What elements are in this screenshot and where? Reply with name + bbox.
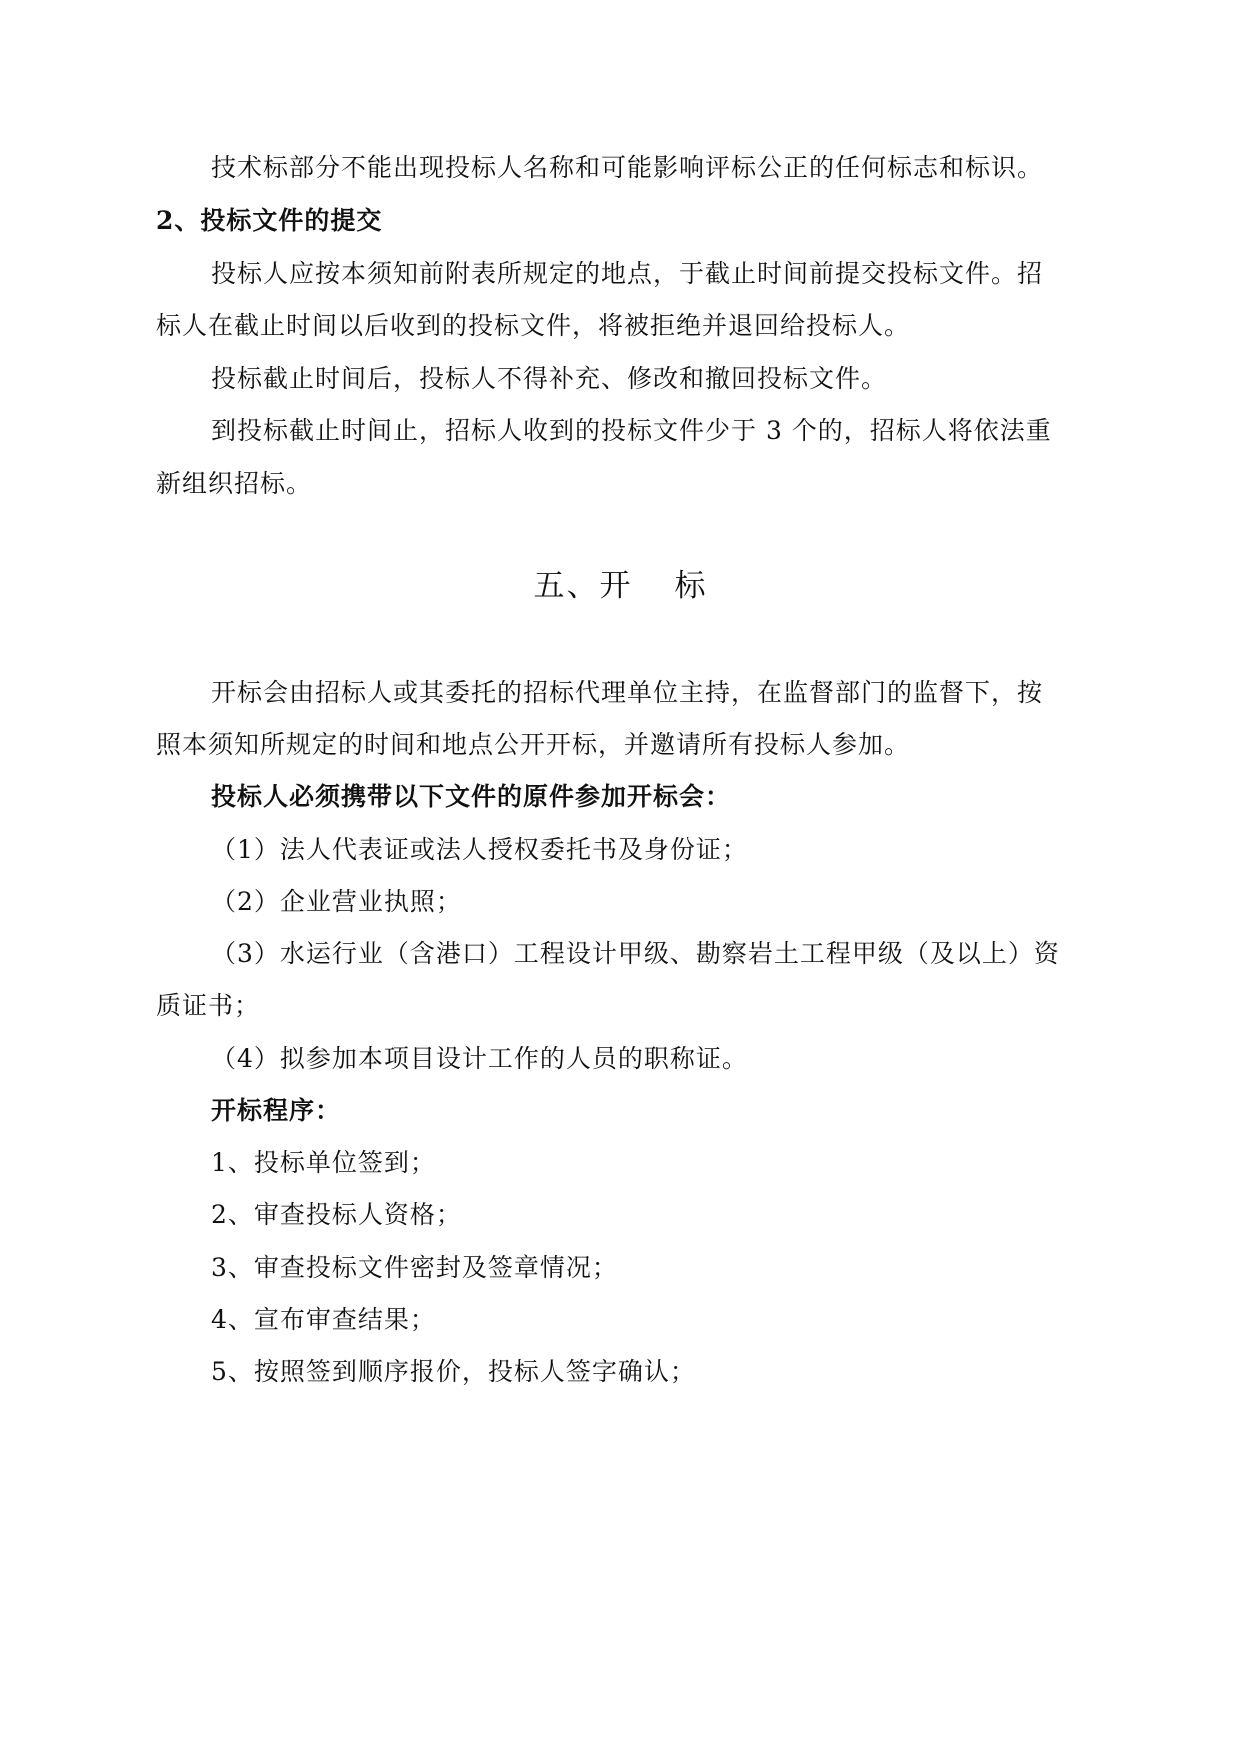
- chapter-heading: [0, 566, 1241, 606]
- required-document-item-3-line2: 质证书；: [156, 991, 261, 1020]
- paragraph-minimum-bids-line2: 新组织招标。: [156, 469, 313, 498]
- paragraph-submission-line2: 标人在截止时间以后收到的投标文件，将被拒绝并退回给投标人。: [156, 311, 911, 340]
- paragraph-minimum-bids-line1: 到投标截止时间止，招标人收到的投标文件少于 3 个的，招标人将依法重: [211, 416, 1052, 445]
- required-document-item-3-line1: （3）水运行业（含港口）工程设计甲级、勘察岩土工程甲级（及以上）资: [211, 939, 1060, 968]
- procedure-step-2: 2、审查投标人资格；: [211, 1200, 462, 1229]
- section-title-submission: 2、投标文件的提交: [156, 206, 383, 235]
- paragraph-submission-line1: 投标人应按本须知前附表所规定的地点，于截止时间前提交投标文件。招: [211, 259, 1044, 288]
- paragraph-opening-meeting-line1: 开标会由招标人或其委托的招标代理单位主持，在监督部门的监督下，按: [211, 678, 1044, 707]
- required-document-item-2: （2）企业营业执照；: [211, 887, 462, 916]
- procedure-step-5: 5、按照签到顺序报价，投标人签字确认；: [211, 1357, 696, 1386]
- chapter-heading-suffix: 标: [674, 568, 708, 604]
- paragraph-no-modification: 投标截止时间后，投标人不得补充、修改和撤回投标文件。: [211, 364, 888, 393]
- procedure-step-4: 4、宣布审查结果；: [211, 1305, 436, 1334]
- required-document-item-4: （4）拟参加本项目设计工作的人员的职称证。: [211, 1044, 748, 1073]
- required-document-item-1: （1）法人代表证或法人授权委托书及身份证；: [211, 835, 748, 864]
- procedure-step-3: 3、审查投标文件密封及签章情况；: [211, 1253, 618, 1282]
- paragraph-tech-bid-note: 技术标部分不能出现投标人名称和可能影响评标公正的任何标志和标识。: [211, 153, 1044, 182]
- chapter-heading-prefix: 五、开: [533, 568, 633, 604]
- procedure-title: 开标程序：: [211, 1096, 342, 1125]
- required-documents-title: 投标人必须携带以下文件的原件参加开标会：: [211, 782, 732, 811]
- paragraph-opening-meeting-line2: 照本须知所规定的时间和地点公开开标，并邀请所有投标人参加。: [156, 730, 911, 759]
- procedure-step-1: 1、投标单位签到；: [211, 1148, 436, 1177]
